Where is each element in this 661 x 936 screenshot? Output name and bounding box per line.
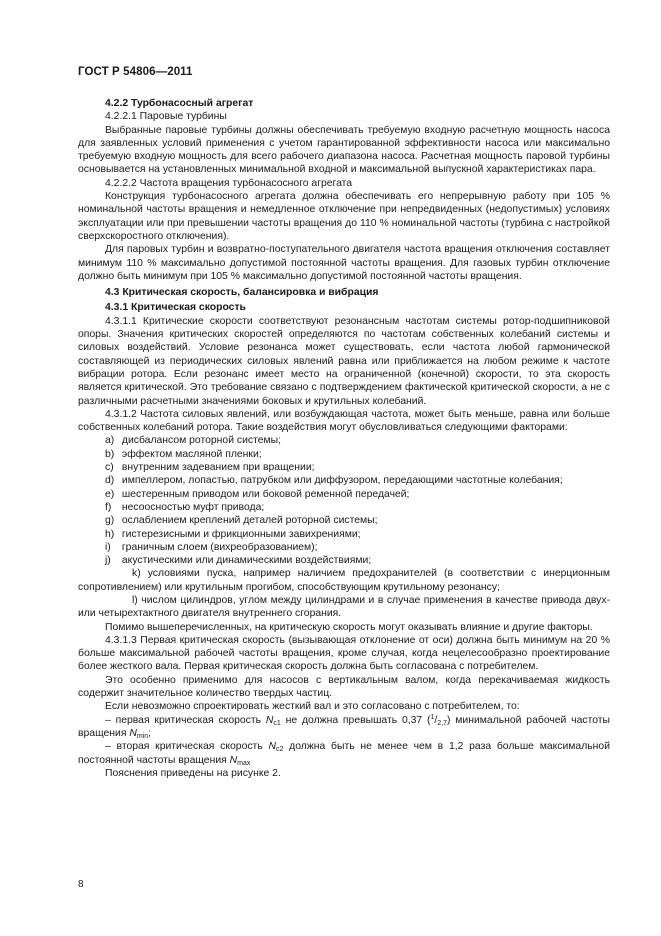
- document-body: [78, 97, 610, 780]
- section-heading-4-2-2: 4.2.2 Турбонасосный агрегат: [105, 98, 254, 109]
- list-item: b) эффектом масляной пленки;: [105, 448, 262, 460]
- list-item: f) несоосностью муфт привода;: [105, 501, 265, 513]
- list-item: j) акустическими или динамическими воздействиями;: [105, 555, 372, 567]
- paragraph-steam-turbines: Выбранные паровые турбины должны обеспечивать требуемую входную расчетную мощность насоса для заявленных условий применения с учетом гарантированной эффективности насоса или максимально требуемую входную мощность для всего рабочего диапазона насоса. Расчетная мощность паровой турбины основывается на установленных минимальной входной и максимальной выпускной характеристиках пара.: [78, 124, 610, 176]
- list-item: k) условиями пуска, например наличием предохранителей (в соответствии с инерционным сопротивлением) или крутильным прогибом, способствующим крутильному резонансу;: [78, 568, 610, 593]
- paragraph-see-figure: Пояснения приведены на рисунке 2.: [105, 767, 281, 779]
- standard-header: ГОСТ Р 54806—2011: [78, 66, 193, 78]
- paragraph-4-3-1-1: 4.3.1.1 Критические скорости соответствуют резонансным частотам системы ротор-подшипниковой опоры. Значения критических скоростей определяются по частотам собственных колебаний системы и силовых воздействий. Условие резонанса может существовать, если частота любой гармонической составляющей из периодических силовых явлений равна или приближается на любом режиме к частоте вибрации ротора. Если резонанс имеет место на ограниченной (конечной) скорости, то эта скорость является критической. Это требование связано с подтверждением фактической критической скорости, а не с различными расчетными значениями боковых и крутильных колебаний.: [78, 315, 610, 407]
- factors-list: [78, 434, 610, 620]
- list-item: d) импеллером, лопастью, патрубком или диффузором, передающими частотные колебания;: [105, 475, 563, 487]
- list-item: a) дисбалансом роторной системы;: [105, 435, 281, 447]
- paragraph-rigid-shaft: Если невозможно спроектировать жесткий вал и это согласовано с потребителем, то:: [105, 701, 520, 713]
- list-item: h) гистерезисными и фрикционными завихрениями;: [105, 528, 361, 540]
- paragraph-vertical-shaft: Это особенно применимо для насосов с вертикальным валом, когда перекачиваемая жидкость содержит значительное количество твердых частиц.: [78, 674, 610, 700]
- list-item: i) граничным слоем (вихреобразованием);: [105, 541, 318, 553]
- list-item: e) шестеренным приводом или боковой ременной передачей;: [105, 488, 410, 500]
- paragraph-4-3-1-3: 4.3.1.3 Первая критическая скорость (вызывающая отклонение от оси) должна быть минимум на 20 % больше максимальной рабочей частоты вращения, кроме случая, когда нецелесообразно проектирование более жесткого вала. Первая критическая скорость должна быть согласована с потребителем.: [78, 634, 610, 673]
- paragraph-turbine-speed: Конструкция турбонасосного агрегата должна обеспечивать его непрерывную работу при 105 % номинальной частоты вращения и немедленное отключение при непредвиденных (недопустимых) условиях эксплуатации или при превышении частоты вращения до 110 % номинальной частоты (турбина с настройкой сверхскоростного отключения).: [78, 191, 610, 242]
- paragraph-4-3-1-2: 4.3.1.2 Частота силовых явлений, или возбуждающая частота, может быть меньше, равна или больше собственных колебаний ротора. Такие воздействия могут обусловливаться следующими факторами:: [78, 408, 610, 434]
- list-item: c) внутренним задеванием при вращении;: [105, 462, 315, 474]
- bullet-second-critical-speed: – вторая критическая скорость $N_{c2}$ должна быть не менее чем в 1,2 раза больше максимальной постоянной частоты вращения $N_{max}$: [78, 741, 610, 767]
- section-heading-4-3-1: 4.3.1 Критическая скорость: [105, 302, 246, 314]
- page-number: 8: [78, 879, 84, 890]
- bullet-first-critical-speed: – первая критическая скорость $N_{c1}$ не должна превышать 0,37 $(^1/_{2,7})$ минимальной рабочей частоты вращения $N_{min}$;: [78, 713, 610, 740]
- section-heading-4-3: 4.3 Критическая скорость, балансировка и вибрация: [105, 287, 379, 299]
- list-item: g) ослаблением креплений деталей роторной системы;: [105, 515, 378, 527]
- paragraph-shutdown-speed: Для паровых турбин и возвратно-поступательного двигателя частота вращения отключения составляет минимум 110 % максимально допустимой постоянной частоты вращения. Для газовых турбин отключение должно быть минимум при 105 % максимально допустимой постоянной частоты вращения.: [78, 244, 610, 282]
- subsection-heading-4-2-2-1: 4.2.2.1 Паровые турбины: [105, 111, 227, 123]
- list-item: l) числом цилиндров, углом между цилиндрами и в случае применения в качестве привода двух- или четырехтактного двигателя внутреннего сгорания.: [78, 594, 611, 620]
- subsection-heading-4-2-2-2: 4.2.2.2 Частота вращения турбонасосного агрегата: [105, 177, 353, 189]
- paragraph-other-factors: Помимо вышеперечисленных, на критическую скорость могут оказывать влияние и другие факторы.: [105, 621, 593, 633]
